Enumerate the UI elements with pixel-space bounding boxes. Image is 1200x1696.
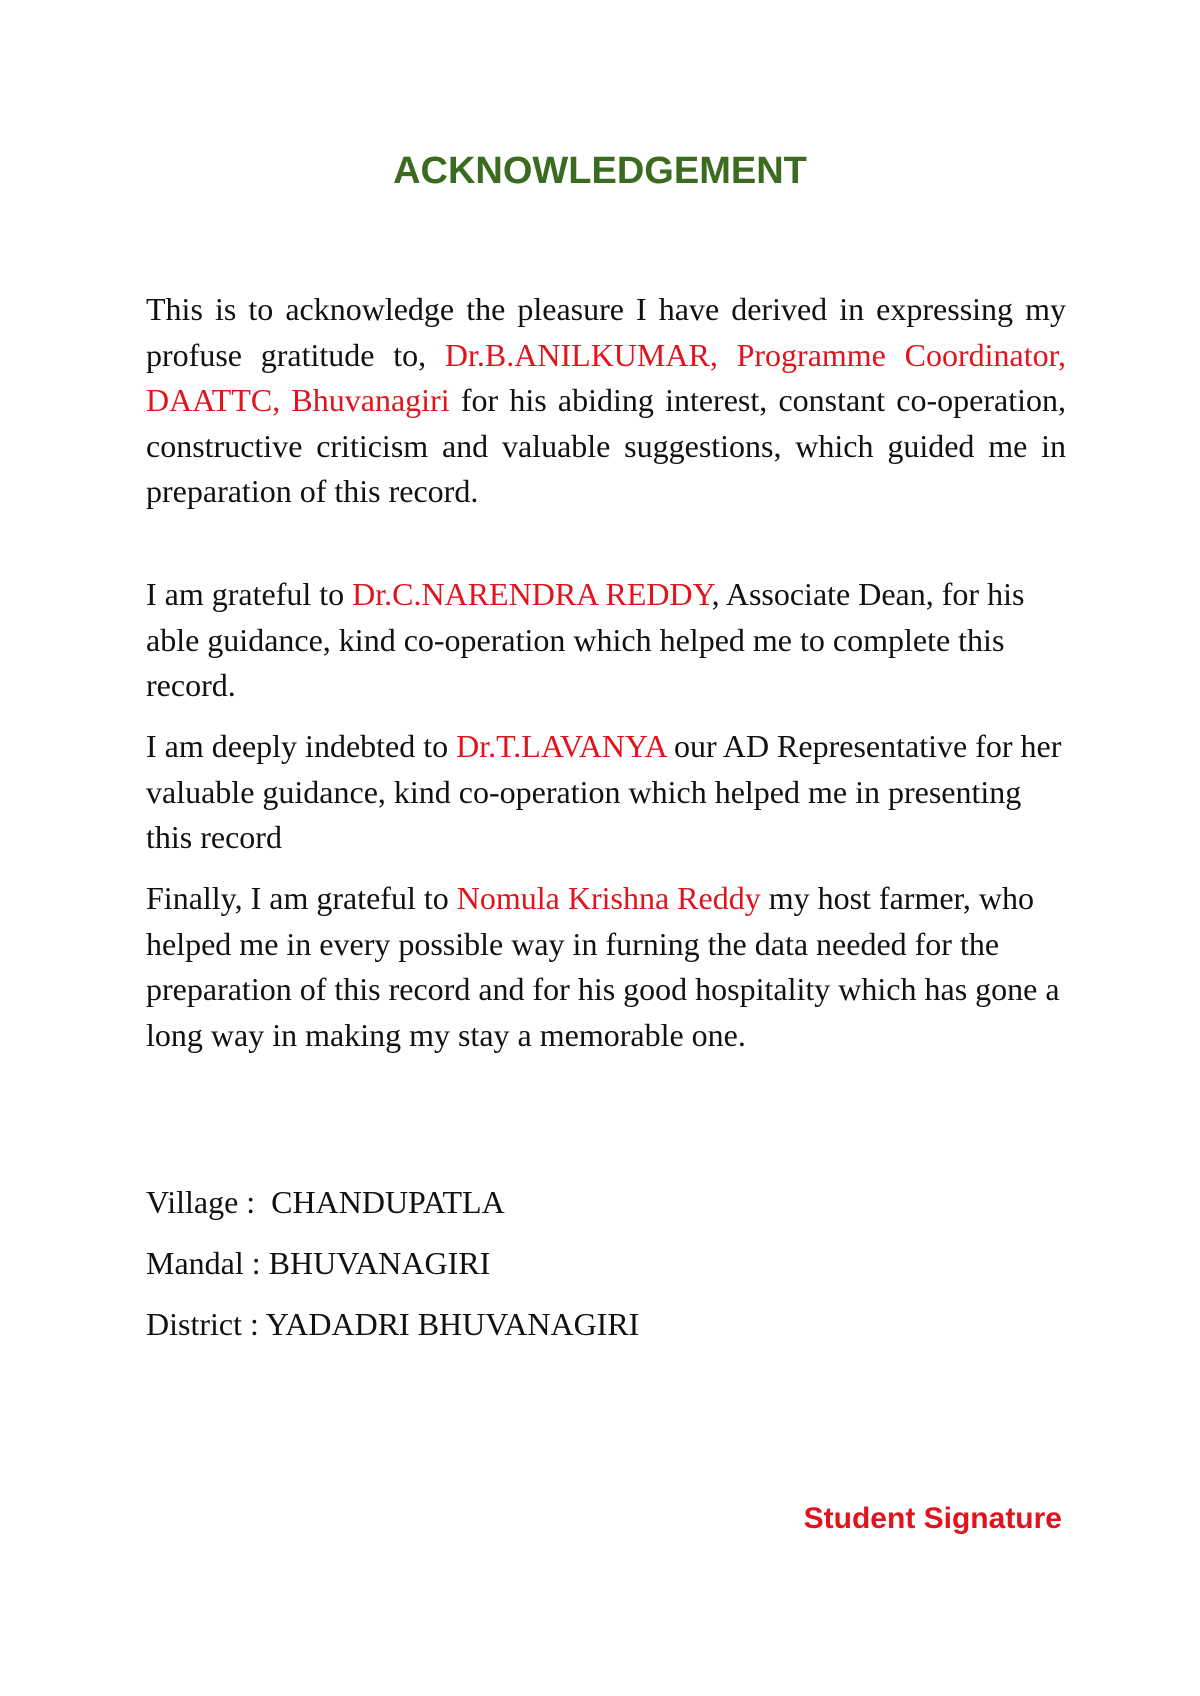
- paragraph-3-text-before: I am deeply indebted to: [146, 728, 457, 764]
- paragraph-2-text-before: I am grateful to: [146, 576, 353, 612]
- paragraph-4-highlight: Nomula Krishna Reddy: [456, 880, 761, 916]
- paragraph-2-text-after: , Associate Dean, for his able guidance, kind co-operation which helped me to complete this record.: [146, 576, 1025, 703]
- address-mandal: Mandal : BHUVANAGIRI: [146, 1245, 491, 1281]
- paragraph-2: [146, 572, 1066, 709]
- paragraph-2-highlight: Dr.C.NARENDRA REDDY: [352, 576, 712, 612]
- paragraph-3: [146, 724, 1066, 861]
- paragraph-4-text-before: Finally, I am grateful to: [146, 880, 457, 916]
- paragraph-1-highlight: Dr.B.ANILKUMAR, Programme Coordinator, DAATTC, Bhuvanagiri: [146, 336, 1067, 418]
- paragraph-3-text-after: our AD Representative for her valuable guidance, kind co-operation which helped me in presenting this record: [146, 728, 1062, 855]
- student-signature: Student Signature: [803, 1502, 1062, 1535]
- address-village: Village : CHANDUPATLA: [146, 1184, 505, 1220]
- paragraph-3-highlight: Dr.T.LAVANYA: [456, 728, 666, 764]
- paragraph-1-text-before: This is to acknowledge the pleasure I have derived in expressing my profuse gratitude to,: [146, 291, 1066, 373]
- paragraph-4-text-after: my host farmer, who helped me in every possible way in furning the data needed for the preparation of this record and for his good hospitality which has gone a long way in making my stay a memorable one.: [146, 880, 1060, 1053]
- address-district: District : YADADRI BHUVANAGIRI: [146, 1306, 640, 1342]
- paragraph-1-text-after: for his abiding interest, constant co-operation, constructive criticism and valuable suggestions, which guided me in preparation of this record.: [146, 382, 1066, 509]
- page-title: ACKNOWLEDGEMENT: [393, 150, 807, 192]
- paragraph-1: [146, 287, 1066, 515]
- paragraph-4: [146, 876, 1066, 1058]
